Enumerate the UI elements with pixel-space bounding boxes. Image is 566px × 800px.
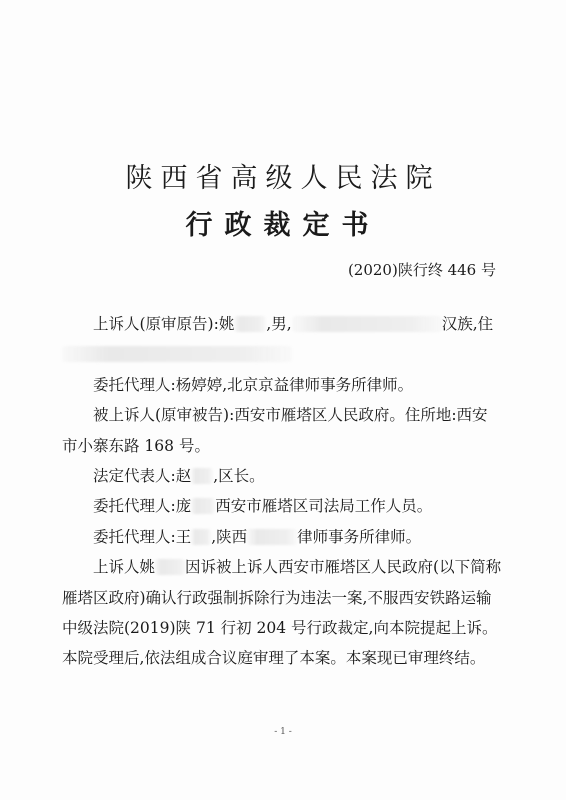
legal-representative-title: ,区长。 [213,467,265,486]
redacted-text [191,529,211,545]
document-type: 行政裁定书 [185,210,381,241]
appellant-label: 上诉人(原审原告):姚 [93,315,235,333]
redacted-text [247,529,297,545]
agent-firm-suffix: 律师事务所律师。 [297,527,422,546]
redacted-text [62,346,292,362]
agent-label: 委托代理人:庞 [93,497,192,516]
page-number: - 1 - [274,727,292,737]
summary-lead: 上诉人姚 [93,558,156,577]
agent-label: 委托代理人:王 [93,527,192,546]
appellee-paragraph: 被上诉人(原审被告):西安市雁塔区人民政府。住所地:西安市小寨东路 168 号。 [62,406,488,455]
appellant-paragraph [62,309,502,370]
document-body [62,309,502,674]
appellee-agent-paragraph-2 [62,522,502,552]
redacted-text [234,316,266,332]
appellant-address: 汉族,住 [441,315,494,333]
appellee-agent-paragraph-1 [62,491,502,521]
case-summary-paragraph [62,552,502,674]
appellant-agent-paragraph: 委托代理人:杨婷婷,北京京益律师事务所律师。 [93,375,414,394]
court-name: 陕西省高级人民法院 [125,163,441,194]
redacted-text [191,468,213,484]
redacted-text [155,559,185,575]
legal-representative-label: 法定代表人:赵 [93,467,192,486]
redacted-text [191,498,215,514]
redacted-text [292,316,442,332]
agent-firm-prefix: ,陕西 [211,527,248,546]
summary-body: 因诉被上诉人西安市雁塔区人民政府(以下简称雁塔区政府)确认行政强制拆除行为违法一案,不服西安铁路运输中级法院(2019)陕 71 行初 204 号行政裁定,向本院提起上诉。本院受理后,依法组成合议庭审理了本案。本案现已审理终结。 [62,558,502,668]
case-number: (2020)陕行终 446 号 [347,261,496,279]
appellant-gender: ,男, [266,315,292,333]
legal-representative-paragraph [62,461,502,491]
agent-affiliation: 西安市雁塔区司法局工作人员。 [215,497,433,516]
